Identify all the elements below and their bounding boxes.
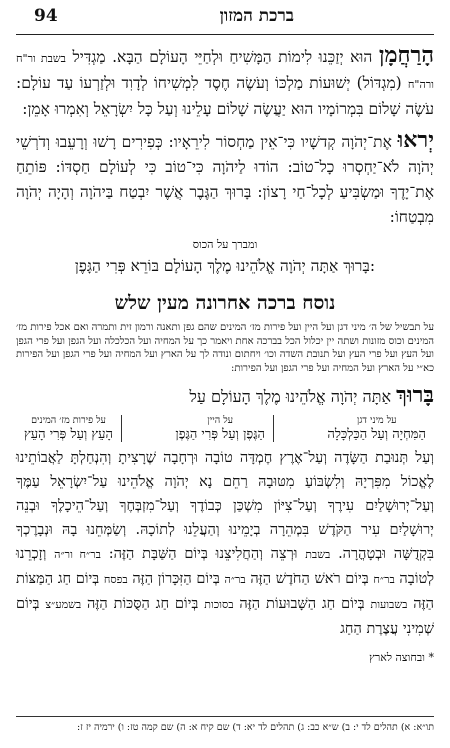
- cup-blessing: בָּרוּךְ אַתָּה יְהֹוָה אֱלֹהֵינוּ מֶלֶךְ הָעוֹלָם בּוֹרֵא פְּרִי הַגָּפֶן:: [74, 257, 376, 275]
- option-grain-label: על מיני דגן: [356, 415, 397, 426]
- yiru-paragraph: [16, 128, 434, 230]
- section-title: נוסח ברכה אחרונה מעין שלש: [114, 292, 336, 314]
- option-grain: [319, 415, 434, 442]
- rc-insert-note: בר״ח: [373, 573, 395, 586]
- harachaman-text-1: הוּא יְזַכֵּנוּ לִימוֹת הַמָּשִׁיחַ וּלְחַיֵּי הָעוֹלָם הַבָּא. מַגְדִּיל: [72, 48, 373, 66]
- main-blessing-text: [16, 446, 434, 641]
- rh-insert-note: בר״ח ור״ה: [54, 548, 101, 561]
- migdol-variant: (מִגְדּוֹל): [356, 74, 402, 92]
- rosh-insert: בְּיוֹם הַזִּכָּרוֹן הַזֶּה: [132, 571, 220, 587]
- option-wine-text: הַגֶּפֶן וְעַל פְּרִי הַגֶּפֶן: [175, 427, 265, 442]
- page-number: 94: [34, 6, 58, 26]
- baruch-lead-word: בָּרוּךְ: [396, 382, 434, 408]
- harachaman-lead-word: הָרַחֲמָן: [378, 42, 434, 68]
- page-header: [16, 0, 434, 35]
- shemini-insert-note: בשמע״צ: [45, 598, 82, 611]
- fruit-options: [16, 415, 434, 442]
- opening-rest: אַתָּה יְהֹוָה אֱלֹהֵינוּ מֶלֶךְ הָעוֹלָם עַל: [189, 387, 392, 406]
- harachaman-paragraph: [16, 43, 434, 122]
- opening-blessing: [16, 383, 434, 409]
- rc-insert: בְּיוֹם רֹאשׁ הַחֹדֶשׁ הַזֶּה: [250, 571, 369, 587]
- shabbat-insert: וּרְצֵה וְהַחֲלִיצֵנוּ בְּיוֹם הַשַּׁבָּת הַזֶּה:: [108, 546, 298, 562]
- yiru-lead-word: יְראוּ: [397, 127, 434, 153]
- option-wine: [167, 415, 274, 442]
- shavuot-insert: בְּיוֹם חַג הַשָּׁבוּעוֹת הַזֶּה: [239, 596, 365, 612]
- option-fruit: [16, 415, 122, 442]
- running-title: ברכת המזון: [219, 6, 294, 26]
- rh-insert: וְזָכְרֵנוּ לְטוֹבָה: [16, 546, 434, 587]
- cup-instruction: ומברך על הכוס: [192, 238, 258, 251]
- option-grain-text: הַמִּחְיָה וְעַל הַכַּלְכָּלָה: [327, 427, 426, 442]
- option-wine-label: על היין: [207, 415, 234, 426]
- sukkot-insert-note: בסוכות: [204, 598, 234, 611]
- pesach-insert-note: בפסח: [103, 573, 128, 586]
- pesach-insert: בְּיוֹם חַג הַמַּצּוֹת הַזֶּה: [16, 571, 435, 612]
- option-fruit-text: הָעֵץ וְעַל פְּרִי הָעֵץ: [24, 427, 113, 442]
- rosh-insert-note: בר״ה: [224, 573, 246, 586]
- asterisk-note: * ובחוצה לארץ: [369, 651, 434, 664]
- main-text: וְעַל תְּנוּבַת הַשָּׂדֶה וְעַל־אֶרֶץ חֶמְדָּה טוֹבָה וּרְחָבָה שֶׁרָצִיתָ וְהִנְחַלְתָּ לַאֲבוֹתֵינוּ לֶאֱכוֹל מִפִּרְיָהּ וְלִשְׂבּוֹעַ מִטּוּבָהּ רַחֵם נָא יְהֹוָה אֱלֹהֵינוּ עַל־יִשְׂרָאֵל עַמֶּךָ וְעַל־יְרוּשָׁלַיִם עִירֶךָ וְעַל־צִיּוֹן מִשְׁכַּן כְּבוֹדֶךָ וְעַל־מִזְבְּחֶךָ וְעַל־הֵיכָלֶךָ וּבְנֵה יְרוּשָׁלַיִם עִיר הַקֹּדֶשׁ בִּמְהֵרָה בְיָמֵינוּ וְהַעֲלֵנוּ לְתוֹכָהּ. וְשַׂמְּחֵנוּ בָהּ וּנְבָרֶכְךָ בִּקְדֻשָּׁה וּבְטָהֳרָה.: [16, 450, 435, 562]
- option-fruit-label: על פירות מז׳ המינים: [31, 415, 106, 426]
- footnotes: תו״א: א) תהלים לד י: ב) ש״א כב: ג) תהלים לד יא: ד) שם קיח א: ה) שם קמה טז: ו) ירמיה יז ז:: [16, 716, 434, 734]
- shemini-insert: בְּיוֹם שְׁמִינִי עֲצֶרֶת הַחַג: [16, 596, 434, 637]
- harachaman-text-2: יְשׁוּעוֹת מַלְכּוֹ וְעֹשֶׂה חֶסֶד לִמְשִׁיחוֹ לְדָוִד וּלְזַרְעוֹ עַד עוֹלָם: עֹשֶׂה שָׁלוֹם בִּמְרוֹמָיו הוּא יַעֲשֶׂה שָׁלוֹם עָלֵינוּ וְעַל כָּל יִשְׂרָאֵל וְאִמְרוּ אָמֵן:: [16, 74, 434, 118]
- sukkot-insert: בְּיוֹם חַג הַסֻּכּוֹת הַזֶּה: [87, 596, 199, 612]
- shavuot-insert-note: בשבועות: [370, 598, 408, 611]
- shabbat-note: בשבת ור"ח ורה"ח: [16, 52, 434, 91]
- section-intro: על תבשיל של ה׳ מיני דגן ועל היין ועל פירות מז׳ המינים שהם גפן ותאנה ורמון זית ותמרה ואם אכל פירות מז׳ המינים וכוס מזונות ושתה יין יכלול הכל בברכה אחת ויאמר כך על המחיה ועל הכלכלה ועל הגפן ועל פרי הגפן ועל העץ ועל פרי העץ ועל תנובת השדה וכו׳ ויחתום ונודה לך על הארץ ועל המחיה ועל פרי הגפן ועל הפירות כא״י על הארץ ועל המחיה ועל פרי הגפן ועל הפירות:: [16, 322, 434, 374]
- yiru-text: אֶת־יְהֹוָה קְדשָׁיו כִּי־אֵין מַחְסוֹר לִירֵאָיו: כְּפִירִים רָשׁוּ וְרָעֵבוּ וְדֹרְשֵׁי יְהֹוָה לֹא־יַחְסְרוּ כָל־טוֹב: הוֹדוּ לַיהֹוָה כִּי־טוֹב כִּי לְעוֹלָם חַסְדּוֹ: פּוֹתֵחַ אֶת־יָדֶךָ וּמַשְׂבִּיעַ לְכָל־חַי רָצוֹן: בָּרוּךְ הַגֶּבֶר אֲשֶׁר יִבְטַח בַּיהֹוָה וְהָיָה יְהֹוָה מִבְטַחוֹ:: [16, 133, 434, 226]
- shabbat-insert-note: בשבת: [305, 548, 331, 561]
